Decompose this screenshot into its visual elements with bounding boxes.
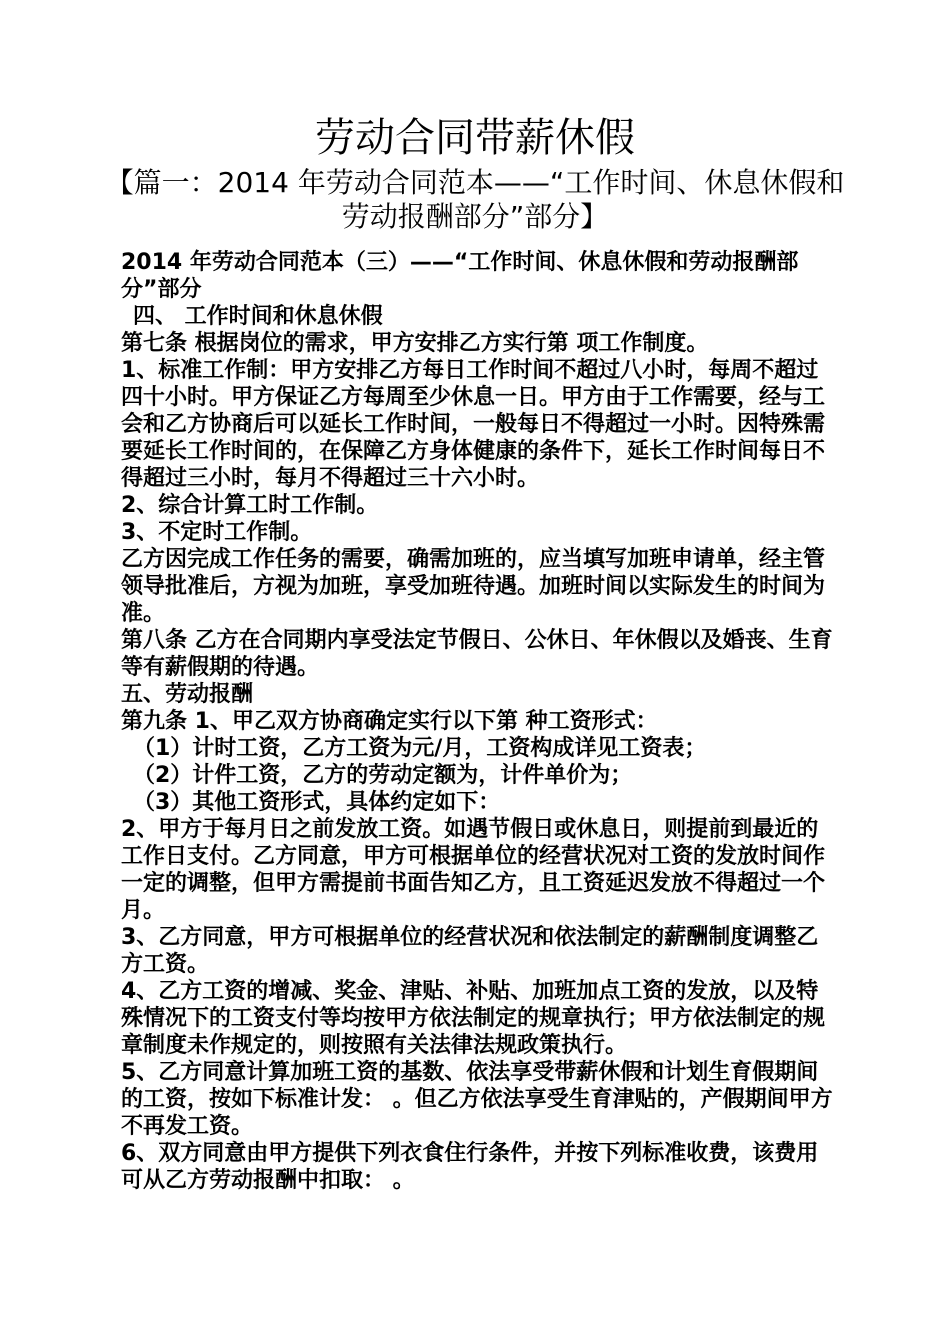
paragraph-heading: 2014 年劳动合同范本（三）——“工作时间、休息休假和劳动报酬部分”部分 [121, 250, 799, 302]
overtime-paragraph: 乙方因完成工作任务的需要，确需加班的，应当填写加班申请单，经主管领导批准后，方视为加班，享受加班待遇。加班时间以实际发生的时间为准。 [121, 547, 826, 626]
living-conditions: 6、双方同意由甲方提供下列衣食住行条件，并按下列标准收费，该费用可从乙方劳动报酬中扣取： 。 [121, 1141, 819, 1193]
section-heading-five: 五、劳动报酬 [121, 682, 254, 707]
section-heading-four: 四、 工作时间和休息休假 [133, 304, 383, 329]
wage-form-other: （3）其他工资形式，具体约定如下： [133, 790, 501, 815]
comprehensive-work-system: 2、综合计算工时工作制。 [121, 493, 379, 518]
wage-form-piece: （2）计件工资，乙方的劳动定额为，计件单价为； [133, 763, 633, 788]
flexible-work-system: 3、不定时工作制。 [121, 520, 313, 545]
wage-rules: 4、乙方工资的增减、奖金、津贴、补贴、加班加点工资的发放，以及特殊情况下的工资支付等均按甲方依法制定的规章执行；甲方依法制定的规章制度未作规定的，则按照有关法律法规政策执行。 [121, 979, 826, 1058]
article-nine: 第九条 1、甲乙双方协商确定实行以下第 种工资形式： [121, 709, 658, 734]
overtime-wage-base: 5、乙方同意计算加班工资的基数、依法享受带薪休假和计划生育假期间的工资，按如下标准计发： 。但乙方依法享受生育津贴的，产假期间甲方不再发工资。 [121, 1060, 833, 1139]
document-subtitle: 【篇一：2014 年劳动合同范本——“工作时间、休息休假和劳动报酬部分”部分】 [105, 166, 845, 233]
wage-adjustment: 3、乙方同意，甲方可根据单位的经营状况和依法制定的薪酬制度调整乙方工资。 [121, 925, 819, 977]
article-seven: 第七条 根据岗位的需求，甲方安排乙方实行第 项工作制度。 [121, 331, 709, 356]
document-body [115, 249, 840, 1194]
article-eight: 第八条 乙方在合同期内享受法定节假日、公休日、年休假以及婚丧、生育等有薪假期的待遇。 [121, 628, 833, 680]
document-title: 劳动合同带薪休假 [315, 115, 635, 161]
wage-payment-date: 2、甲方于每月日之前发放工资。如遇节假日或休息日，则提前到最近的工作日支付。乙方同意，甲方可根据单位的经营状况对工资的发放时间作一定的调整，但甲方需提前书面告知乙方，且工资延迟发放不得超过一个月。 [121, 817, 826, 923]
wage-form-time: （1）计时工资，乙方工资为元/月，工资构成详见工资表； [133, 736, 707, 761]
standard-work-system: 1、标准工作制：甲方安排乙方每日工作时间不超过八小时，每周不超过四十小时。甲方保证乙方每周至少休息一日。甲方由于工作需要，经与工会和乙方协商后可以延长工作时间，一般每日不得超过一小时。因特殊需要延长工作时间的，在保障乙方身体健康的条件下，延长工作时间每日不得超过三小时，每月不得超过三十六小时。 [121, 358, 826, 491]
